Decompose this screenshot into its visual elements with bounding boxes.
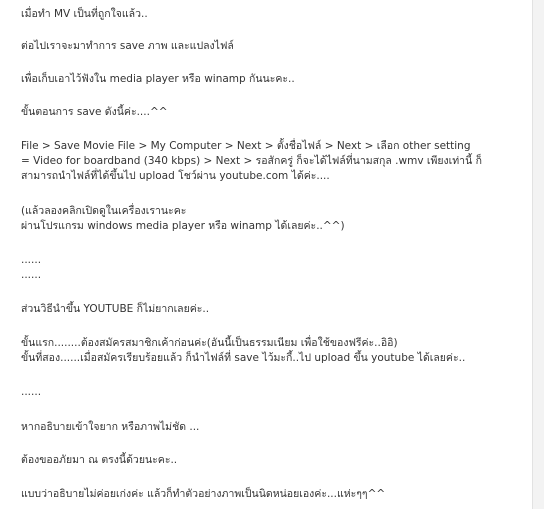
text-line: เพื่อเก็บเอาไว้ฟังใน media player หรือ winamp กันนะคะ.. [21, 73, 295, 85]
text-line: ต่อไปเราจะมาทำการ save ภาพ และแปลงไฟล์ [21, 40, 234, 52]
text-line: ...... [21, 254, 42, 266]
text-line: ขั้นตอนการ save ดังนี้ค่ะ....^^ [21, 106, 168, 118]
text-line: แบบว่าอธิบายไม่ค่อยเก่งค่ะ แล้วก็ทำตัวอย่างภาพเป็นนิดหน่อยเองค่ะ...แห่ะๆๆ^^ [21, 488, 386, 500]
text-line: ผ่านโปรแกรม windows media player หรือ winamp ได้เลยค่ะ..^^) [21, 220, 345, 232]
text-line: ...... [21, 386, 42, 398]
text-line: ...... [21, 269, 42, 281]
text-line: ส่วนวิธีนำขึ้น YOUTUBE ก็ไม่ยากเลยค่ะ.. [21, 303, 210, 315]
text-line: สามารถนำไฟล์ที่ได้ขึ้นไป upload โชว์ผ่าน youtube.com ได้ค่ะ.... [21, 170, 330, 182]
scrollbar[interactable] [532, 0, 544, 509]
text-line: เมื่อทำ MV เป็นที่ถูกใจแล้ว.. [21, 8, 148, 20]
text-line: File > Save Movie File > My Computer > Next > ตั้งชื่อไฟล์ > Next > เลือก other setting [21, 140, 471, 152]
text-line: หากอธิบายเข้าใจยาก หรือภาพไม่ชัด ... [21, 421, 200, 433]
text-line: ต้องขออภัยมา ณ ตรงนี้ด้วยนะคะ.. [21, 454, 178, 466]
text-line: ขั้นแรก........ต้องสมัครสมาชิกเค้าก่อนค่ะ(อันนี้เป็นธรรมเนียม เพื่อใช้ของฟรีค่ะ..อิอิ) [21, 337, 398, 349]
text-line: = Video for boardband (340 kbps) > Next > รอสักครู่ ก็จะได้ไฟล์ที่นามสกุล .wmv เพียงเท่านี้ ก็ [21, 155, 482, 167]
text-line: (แล้วลองคลิกเปิดดูในเครื่องเรานะคะ [21, 205, 187, 217]
text-line: ขั้นที่สอง......เมื่อสมัครเรียบร้อยแล้ว ก็นำไฟล์ที่ save ไว้มะกี้..ไป upload ขึ้น youtube ได้เลยค่ะ.. [21, 352, 466, 364]
